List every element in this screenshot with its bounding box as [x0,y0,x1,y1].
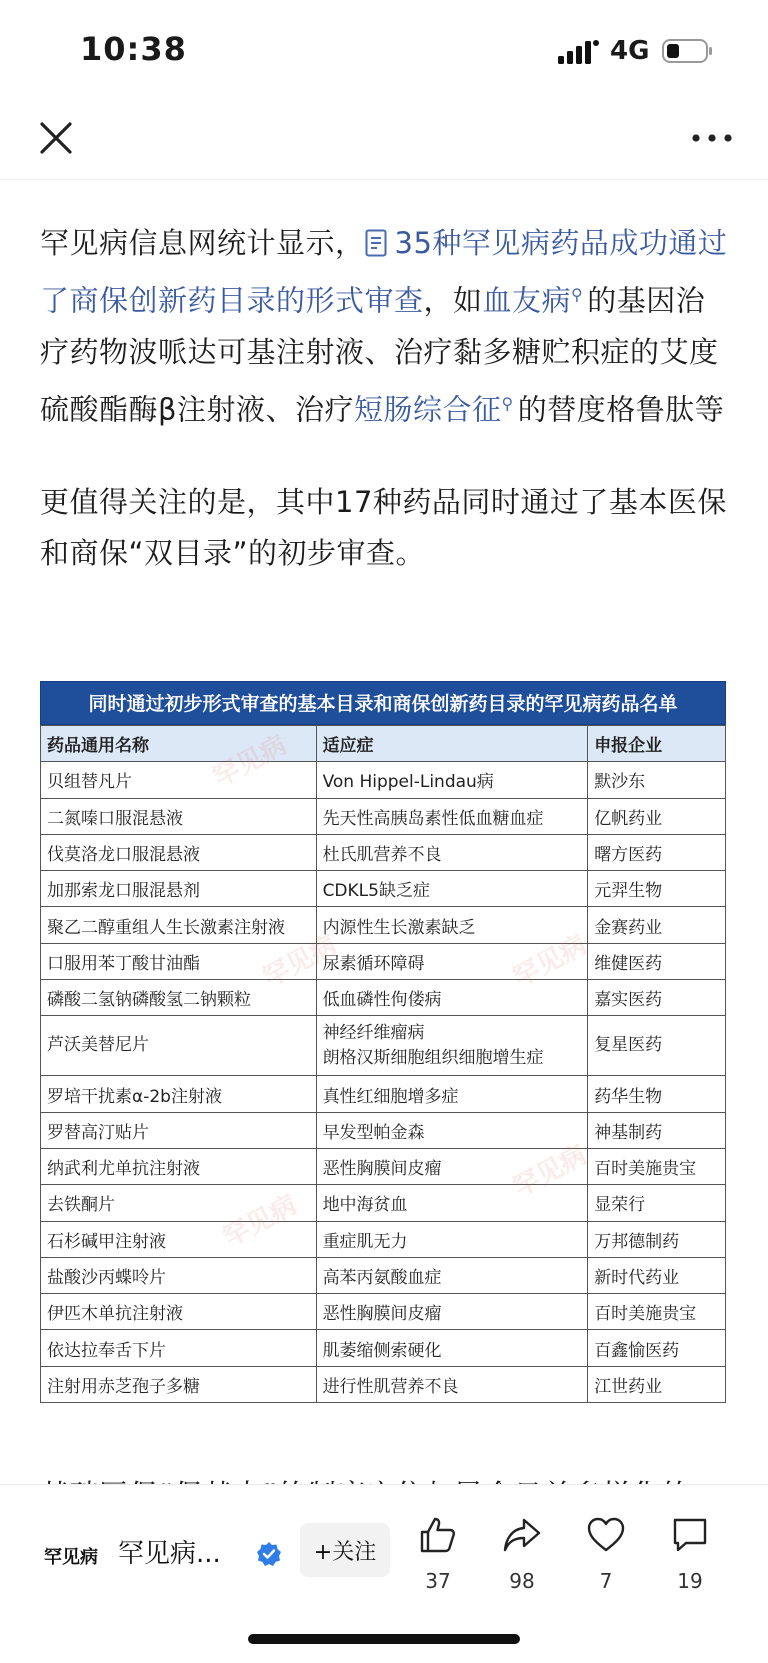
heart-icon [586,1515,626,1555]
table-row [41,1257,726,1293]
company: 江世药业 [588,1366,726,1402]
search-term-hemophilia[interactable]: 血友病 [482,283,572,318]
watermark-logo: 罕见病 [508,1140,592,1204]
indication: 内源性生长激素缺乏 [316,907,588,943]
share-icon [502,1515,542,1555]
status-time: 10:38 [80,30,187,68]
favorite-count: 7 [599,1569,613,1593]
paragraph-text: ，如 [423,283,483,318]
table-row [41,907,726,943]
like-button[interactable] [408,1515,468,1593]
header-indication: 适应症 [316,726,588,762]
drug-name: 贝组替凡片 [41,762,317,798]
drug-name: 二氮嗪口服混悬液 [41,798,317,834]
indication: 肌萎缩侧索硬化 [316,1330,588,1366]
account-name[interactable]: 罕见病... [118,1539,221,1569]
table-row [41,834,726,870]
search-term-short-bowel-syndrome[interactable]: 短肠综合征 [354,392,502,427]
table-row [41,1366,726,1402]
drug-list-table-image[interactable] [40,681,726,1403]
drug-name: 罗培干扰素α-2b注射液 [41,1076,317,1112]
related-article-link[interactable]: 35种罕见病药品成功通过了商保创新药目录的形式审查 [40,226,728,318]
drug-name: 加那索龙口服混悬剂 [41,871,317,907]
article-paragraph-2: 更值得关注的是，其中17种药品同时通过了基本医保和商保“双目录”的初步审查。 [40,485,727,571]
indication: 重症肌无力 [316,1221,588,1257]
more-options-icon[interactable] [690,130,734,146]
close-icon[interactable] [36,118,76,158]
battery-icon [662,38,714,64]
indication: 进行性肌营养不良 [316,1366,588,1402]
article-paragraph-3 [40,1464,730,1486]
document-icon [365,229,387,257]
table-row [41,1330,726,1366]
company: 复星医药 [588,1016,726,1076]
table-header-row [41,726,726,762]
like-count: 37 [425,1569,451,1593]
company: 新时代药业 [588,1257,726,1293]
table-title: 同时通过初步形式审查的基本目录和商保创新药目录的罕见病药品名单 [40,681,726,725]
company: 百时美施贵宝 [588,1294,726,1330]
drug-table [40,725,726,1403]
company: 曙方医药 [588,834,726,870]
search-icon[interactable]: ⚲ [571,285,584,304]
company: 维健医药 [588,943,726,979]
account-logo[interactable]: 罕见病 [44,1547,98,1568]
article-body [40,218,730,579]
indication: 低血磷性佝偻病 [316,980,588,1016]
indication: CDKL5缺乏症 [316,871,588,907]
drug-name: 芦沃美替尼片 [41,1016,317,1076]
home-indicator[interactable] [248,1634,520,1644]
indication: 恶性胸膜间皮瘤 [316,1294,588,1330]
paragraph-text: 的基因治疗药物波哌达可基注射液、治疗黏多糖贮积症的艾度硫酸酯酶β注射液、治疗 [40,283,719,427]
table-row [41,1016,726,1076]
comment-count: 19 [677,1569,703,1593]
favorite-button[interactable] [576,1515,636,1593]
drug-name: 聚乙二醇重组人生长激素注射液 [41,907,317,943]
table-row [41,943,726,979]
share-button[interactable] [492,1515,552,1593]
company: 亿帆药业 [588,798,726,834]
drug-name: 去铁酮片 [41,1185,317,1221]
indication: Von Hippel-Lindau病 [316,762,588,798]
signal-icon [558,38,600,64]
watermark-logo: 罕见病 [258,930,342,994]
company: 金赛药业 [588,907,726,943]
company: 万邦德制药 [588,1221,726,1257]
indication: 高苯丙氨酸血症 [316,1257,588,1293]
table-row [41,1076,726,1112]
drug-name: 磷酸二氢钠磷酸氢二钠颗粒 [41,980,317,1016]
indication: 地中海贫血 [316,1185,588,1221]
drug-name: 口服用苯丁酸甘油酯 [41,943,317,979]
paragraph-text: 的替度格鲁肽等 [517,392,725,427]
indication: 杜氏肌营养不良 [316,834,588,870]
company: 百鑫愉医药 [588,1330,726,1366]
comment-icon [670,1515,710,1555]
watermark-logo: 罕见病 [218,1190,302,1254]
table-row [41,1112,726,1148]
company: 神基制药 [588,1112,726,1148]
drug-name: 伊匹木单抗注射液 [41,1294,317,1330]
company: 嘉实医药 [588,980,726,1016]
company: 显荣行 [588,1185,726,1221]
table-row [41,1221,726,1257]
comment-button[interactable] [660,1515,720,1593]
status-bar [0,0,768,100]
search-icon[interactable]: ⚲ [501,393,514,413]
table-row [41,762,726,798]
header-drug-name: 药品通用名称 [41,726,317,762]
indication: 早发型帕金森 [316,1112,588,1148]
drug-name: 纳武利尤单抗注射液 [41,1148,317,1184]
indication: 先天性高胰岛素性低血糖血症 [316,798,588,834]
share-count: 98 [509,1569,535,1593]
watermark-logo: 罕见病 [508,930,592,994]
thumbs-up-icon [418,1515,458,1555]
company: 元羿生物 [588,871,726,907]
indication: 真性红细胞增多症 [316,1076,588,1112]
indication: 尿素循环障碍 [316,943,588,979]
drug-name: 依达拉奉舌下片 [41,1330,317,1366]
indication: 恶性胸膜间皮瘤 [316,1148,588,1184]
company: 药华生物 [588,1076,726,1112]
drug-name: 注射用赤芝孢子多糖 [41,1366,317,1402]
drug-name: 盐酸沙丙蝶呤片 [41,1257,317,1293]
indication: 神经纤维瘤病 朗格汉斯细胞组织细胞增生症 [316,1016,588,1076]
company: 百时美施贵宝 [588,1148,726,1184]
network-type: 4G [610,36,650,66]
follow-button[interactable]: +关注 [300,1523,390,1577]
header-company: 申报企业 [588,726,726,762]
company: 默沙东 [588,762,726,798]
table-row [41,1148,726,1184]
paragraph-text: 罕见病信息网统计显示， [40,226,365,260]
top-nav-bar [0,100,768,180]
article-paragraph-1 [40,218,730,435]
verified-badge-icon [256,1541,282,1567]
table-row [41,980,726,1016]
drug-name: 石杉碱甲注射液 [41,1221,317,1257]
drug-name: 伐莫洛龙口服混悬液 [41,834,317,870]
table-row [41,871,726,907]
table-row [41,1294,726,1330]
table-row [41,798,726,834]
drug-name: 罗替高汀贴片 [41,1112,317,1148]
table-row [41,1185,726,1221]
